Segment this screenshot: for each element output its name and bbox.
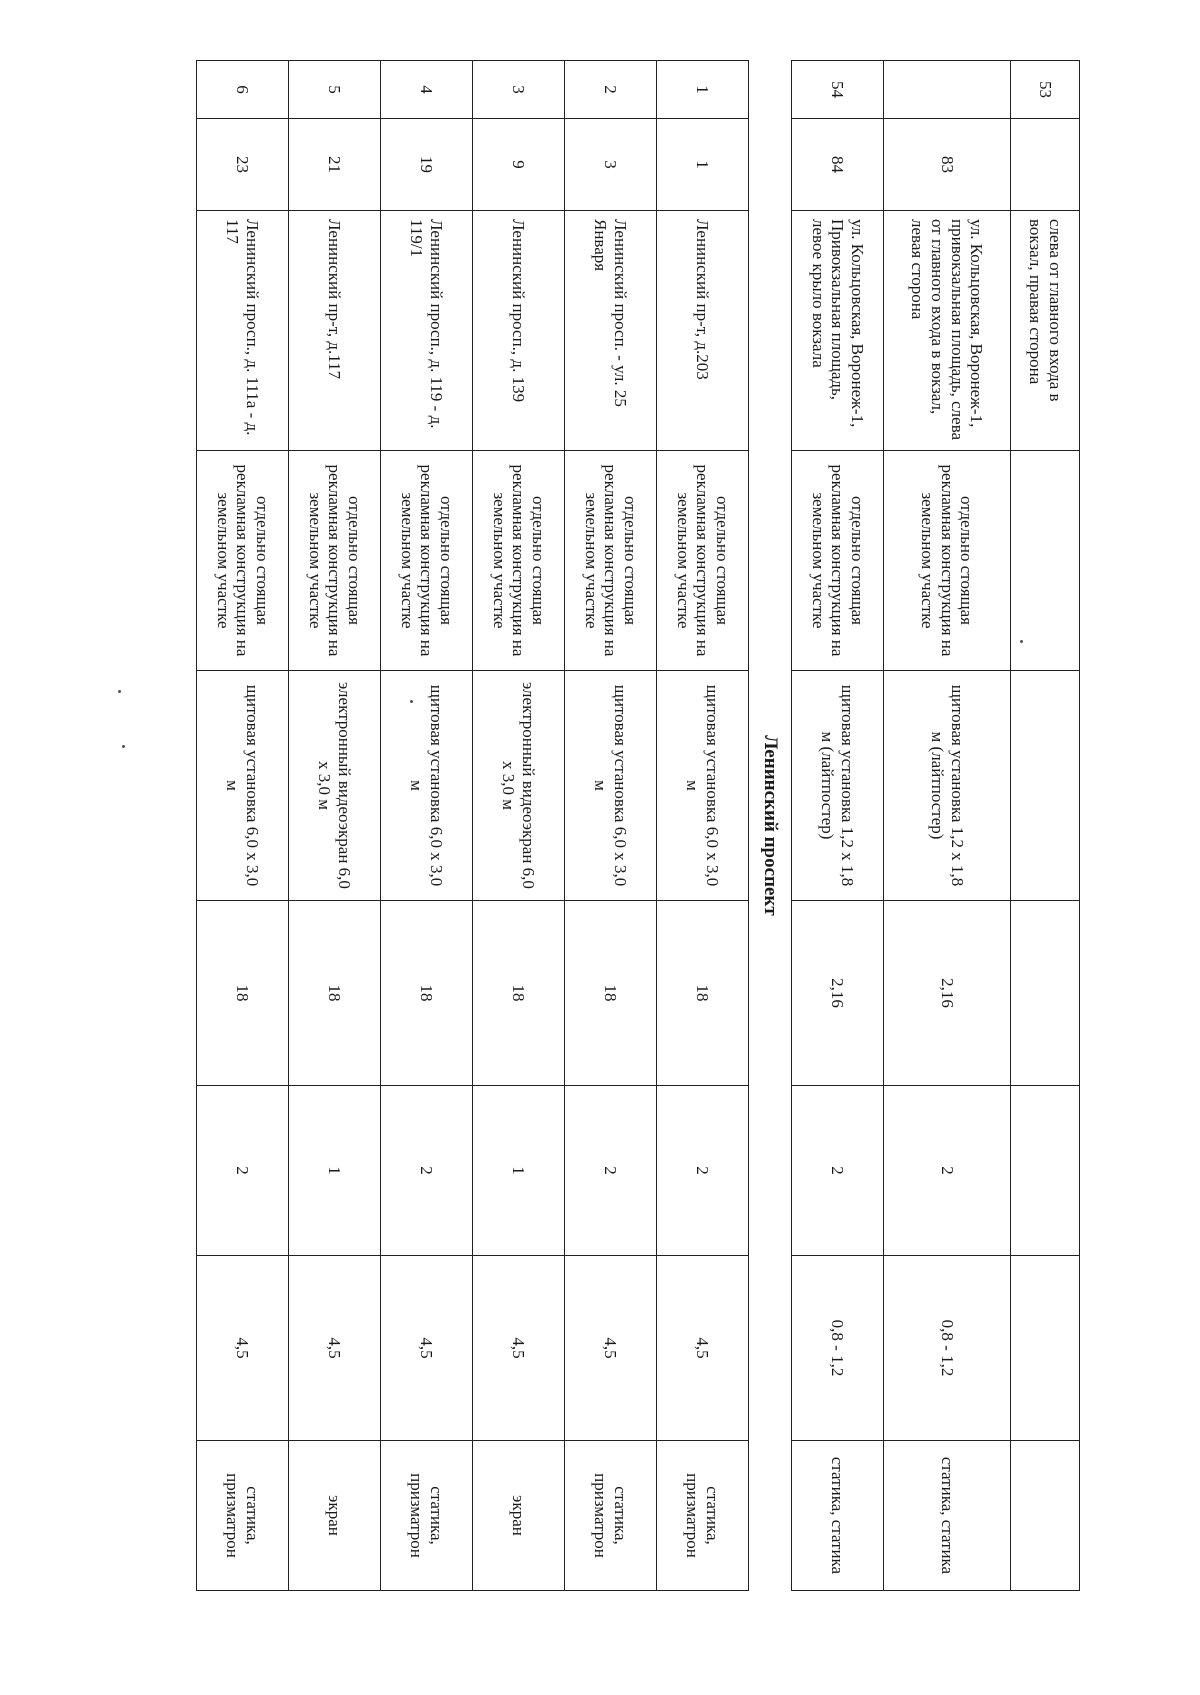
cell-type: отдельно стоящая рекламная конструкция на земельном участке xyxy=(565,451,657,671)
cell-format: электронный видеоэкран 6,0 х 3,0 м xyxy=(473,671,565,901)
cell-num: 2 xyxy=(565,61,657,119)
cell-tech xyxy=(1011,1441,1080,1591)
scan-speck xyxy=(122,745,125,748)
cell-format: щитовая установка 6,0 х 3,0 м xyxy=(381,671,473,901)
table-row xyxy=(884,61,1011,1591)
cell-address: слева от главного входа в вокзал, правая сторона xyxy=(1011,211,1080,451)
table-row xyxy=(565,61,657,1591)
cell-area: 2,16 xyxy=(884,901,1011,1086)
cell-code: 3 xyxy=(565,119,657,211)
cell-num: 3 xyxy=(473,61,565,119)
table-section-rows xyxy=(197,61,749,1591)
table-row xyxy=(792,61,884,1591)
cell-area: 18 xyxy=(565,901,657,1086)
cell-height: 0,8 - 1,2 xyxy=(884,1256,1011,1441)
cell-tech: статика, статика xyxy=(884,1441,1011,1591)
table-row xyxy=(1011,61,1080,1591)
cell-sides: 2 xyxy=(197,1086,289,1256)
scan-speck xyxy=(118,690,121,693)
cell-area: 18 xyxy=(289,901,381,1086)
cell-code: 1 xyxy=(657,119,749,211)
cell-num: 6 xyxy=(197,61,289,119)
cell-area: 18 xyxy=(657,901,749,1086)
cell-format: электронный видеоэкран 6,0 х 3,0 м xyxy=(289,671,381,901)
cell-code: 84 xyxy=(792,119,884,211)
cell-type: отдельно стоящая рекламная конструкция на земельном участке xyxy=(381,451,473,671)
document-page xyxy=(175,60,1080,1590)
table-row xyxy=(289,61,381,1591)
cell-type: отдельно стоящая рекламная конструкция на земельном участке xyxy=(289,451,381,671)
cell-type: отдельно стоящая рекламная конструкция на земельном участке xyxy=(792,451,884,671)
section-header-row xyxy=(749,61,792,1591)
scan-speck xyxy=(1020,640,1023,643)
cell-num: 54 xyxy=(792,61,884,119)
cell-area: 18 xyxy=(381,901,473,1086)
cell-address: Ленинский пр-т, д.117 xyxy=(289,211,381,451)
cell-format: щитовая установка 6,0 х 3,0 м xyxy=(657,671,749,901)
section-title: Ленинский проспект xyxy=(749,61,792,1591)
scan-speck xyxy=(410,700,413,703)
cell-tech: статика, призматрон xyxy=(197,1441,289,1591)
cell-type: отдельно стоящая рекламная конструкция на земельном участке xyxy=(473,451,565,671)
cell-num: 53 xyxy=(1011,61,1080,119)
cell-code xyxy=(1011,119,1080,211)
cell-sides: 2 xyxy=(884,1086,1011,1256)
table-row xyxy=(473,61,565,1591)
cell-sides: 2 xyxy=(792,1086,884,1256)
cell-num xyxy=(884,61,1011,119)
cell-code: 23 xyxy=(197,119,289,211)
cell-tech: статика, призматрон xyxy=(565,1441,657,1591)
cell-address: Ленинский просп., д. 139 xyxy=(473,211,565,451)
cell-area: 18 xyxy=(197,901,289,1086)
cell-tech: экран xyxy=(289,1441,381,1591)
cell-address: ул. Кольцовская, Воронеж-1, привокзальная площадь, слева от главного входа в вокзал, левая сторона xyxy=(884,211,1011,451)
cell-sides: 2 xyxy=(657,1086,749,1256)
cell-area: 18 xyxy=(473,901,565,1086)
cell-code: 19 xyxy=(381,119,473,211)
cell-sides: 1 xyxy=(289,1086,381,1256)
cell-tech: статика, призматрон xyxy=(381,1441,473,1591)
cell-code: 83 xyxy=(884,119,1011,211)
cell-format: щитовая установка 6,0 х 3,0 м xyxy=(565,671,657,901)
cell-tech: статика, призматрон xyxy=(657,1441,749,1591)
cell-sides: 2 xyxy=(381,1086,473,1256)
cell-height xyxy=(1011,1256,1080,1441)
cell-type xyxy=(1011,451,1080,671)
cell-area xyxy=(1011,901,1080,1086)
cell-tech: статика, статика xyxy=(792,1441,884,1591)
cell-height: 4,5 xyxy=(197,1256,289,1441)
cell-height: 4,5 xyxy=(657,1256,749,1441)
cell-num: 1 xyxy=(657,61,749,119)
cell-height: 4,5 xyxy=(473,1256,565,1441)
cell-type: отдельно стоящая рекламная конструкция на земельном участке xyxy=(884,451,1011,671)
cell-address: Ленинский просп. - ул. 25 Января xyxy=(565,211,657,451)
cell-tech: экран xyxy=(473,1441,565,1591)
cell-sides: 2 xyxy=(565,1086,657,1256)
cell-area: 2,16 xyxy=(792,901,884,1086)
cell-num: 4 xyxy=(381,61,473,119)
cell-sides xyxy=(1011,1086,1080,1256)
cell-address: Ленинский просп., д. 111а - д. 117 xyxy=(197,211,289,451)
cell-address: Ленинский пр-т, д.203 xyxy=(657,211,749,451)
cell-format xyxy=(1011,671,1080,901)
cell-format: щитовая установка 1,2 х 1,8 м (лайтпостер) xyxy=(792,671,884,901)
table-row xyxy=(197,61,289,1591)
cell-format: щитовая установка 6,0 х 3,0 м xyxy=(197,671,289,901)
cell-address: ул. Кольцовская, Воронеж-1, Привокзальная площадь, левое крыло вокзала xyxy=(792,211,884,451)
cell-height: 4,5 xyxy=(565,1256,657,1441)
cell-height: 0,8 - 1,2 xyxy=(792,1256,884,1441)
cell-format: щитовая установка 1,2 х 1,8 м (лайтпостер) xyxy=(884,671,1011,901)
cell-address: Ленинский просп., д. 119 - д. 119/1 xyxy=(381,211,473,451)
cell-num: 5 xyxy=(289,61,381,119)
cell-height: 4,5 xyxy=(381,1256,473,1441)
table-row xyxy=(657,61,749,1591)
cell-sides: 1 xyxy=(473,1086,565,1256)
table-row xyxy=(381,61,473,1591)
cell-height: 4,5 xyxy=(289,1256,381,1441)
table-top-section xyxy=(749,61,1080,1591)
cell-code: 21 xyxy=(289,119,381,211)
cell-type: отдельно стоящая рекламная конструкция на земельном участке xyxy=(197,451,289,671)
cell-code: 9 xyxy=(473,119,565,211)
cell-type: отдельно стоящая рекламная конструкция на земельном участке xyxy=(657,451,749,671)
advertising-structures-table xyxy=(196,60,1080,1591)
